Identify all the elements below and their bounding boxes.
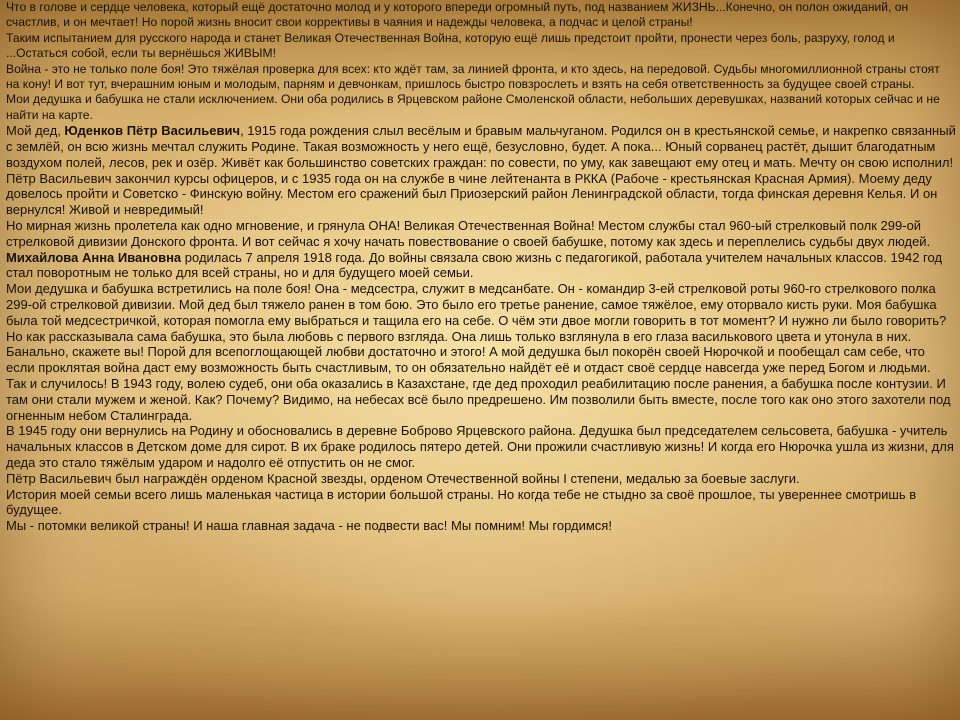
- paragraph-grandfather: [6, 123, 956, 218]
- paragraph-marriage: Так и случилось! В 1943 году, волею судеб, они оба оказались в Казахстане, где дед проходил реабилитацию после ранения, а бабушка после контузии. И там они стали мужем и женой. Как? Почему? Видимо, на небесах всё было предрешено. Им позволили быть вместе, после того как оно этого захотели под огненным небом Сталинграда.: [6, 376, 951, 423]
- paragraph-awards: Пётр Васильевич был награждён орденом Красной звезды, орденом Отечественной войны I степени, медалью за боевые заслуги.: [6, 470, 800, 486]
- paragraph-war-test: Война - это не только поле боя! Это тяжёлая проверка для всех: кто ждёт там, за линией фронта, и кто здесь, на передовой. Судьбы многомиллионной страны стоят на кону! И вот тут, вчерашним юным и молодым, парням и девчонкам, пришлось быстро повзрослеть и взять на себя ответственность за будущее своей страны.: [6, 61, 940, 92]
- paragraph-after-war: В 1945 году они вернулись на Родину и обосновались в деревне Боброво Ярцевского района. Дедушка был председателем сельсовета, бабушка - учитель начальных классов в Детском доме для сирот. В их браке родилось пятеро детей. Они прожили счастливую жизнь! И когда его Нюрочка ушла из жизни, для деда это стало тяжёлым ударом и надолго её отпустить он не смог.: [6, 423, 954, 470]
- grandmother-text: родилась 7 апреля 1918 года. До войны связала свою жизнь с педагогикой, работала учителем начальных классов. 1942 год стал поворотным не только для всей страны, но и для будущего моей семьи.: [6, 249, 943, 281]
- paragraph-war-trial: Таким испытанием для русского народа и станет Великая Отечественная Война, которую ещё лишь предстоит пройти, пронести через боль, разруху, голод и ...Остаться собой, если ты вернёшься ЖИВЫМ!: [6, 30, 895, 61]
- paragraph-grandparents-origin: Мои дедушка и бабушка не стали исключением. Они оба родились в Ярцевском районе Смоленской области, небольших деревушках, названий которых сейчас и не найти на карте.: [6, 92, 940, 122]
- paragraph-meeting: Мои дедушка и бабушка встретились на поле боя! Она - медсестра, служит в медсанбате. Он - командир 3-ей стрелковой роты 960-го стрелкового полка 299-ой стрелковой дивизии. Мой дед был тяжело ранен в том бою. Это было его третье ранение, самое тяжёлое, ему оторвало кисть руки. Моя бабушка была той медсестричкой, которая помогла ему выбраться и тащила его на себе. О чём эти двое могли говорить в тот момент? И нужно ли было говорить? Но как рассказывала сама бабушка, это была любовь с первого взгляда. Она лишь только взглянула в его глаза василькового цвета и утонула в них. Банально, скажете вы! Порой для всепоглощающей любви достаточно и этого! А мой дедушка был покорён своей Нюрочкой и пообещал сам себе, что если проклятая война даст ему возможность быть счастливым, то он обязательно найдёт её и отдаст своё сердце навсегда уже перед Богом и людьми.: [6, 281, 947, 376]
- paragraph-grandmother: [6, 250, 956, 282]
- paragraph-closing: Мы - потомки великой страны! И наша главная задача - не подвести вас! Мы помним! Мы гордимся!: [6, 518, 612, 534]
- grandfather-text: , 1915 года рождения слыл весёлым и бравым мальчуганом. Родился он в крестьянской семье, и накрепко связанный с землёй, он всю жизнь мечтал служить Родине. Такая возможность у него ещё, безусловно, будет. А пока... Юный сорванец растёт, дышит благодатным воздухом полей, лесов, рек и озёр. Живёт как большинство советских граждан: по совести, по уму, как завещают ему отец и мать. Мечту он свою исполнил! Пётр Васильевич закончил курсы офицеров, и с 1935 года он на службе в чине лейтенанта в РККА (Рабоче - крестьянская Красная Армия). Моему деду довелось пройти и Советско - Финскую войну. Местом его сражений был Приозерский район Ленинградской области, тогда финская деревня Келья. И он вернулся! Живой и невредимый!: [6, 123, 956, 218]
- paragraph-great-war: Но мирная жизнь пролетела как одно мгновение, и грянула ОНА! Великая Отечественная Война! Местом службы стал 960-ый стрелковый полк 299-ой стрелковой дивизии Донского фронта. И вот сейчас я хочу начать повествование о своей бабушке, потому как здесь и переплелись судьбы двух людей.: [6, 218, 931, 249]
- story-text: [6, 0, 956, 534]
- grandfather-name: Юденков Пётр Васильевич: [64, 123, 241, 139]
- grandmother-name: Михайлова Анна Ивановна: [6, 249, 182, 265]
- grandfather-prefix: Мой дед,: [6, 123, 65, 139]
- paragraph-intro: Что в голове и сердце человека, который ещё достаточно молод и у которого впереди огромный путь, под названием ЖИЗНЬ...Конечно, он полон ожиданий, он счастлив, и он мечтает! Но порой жизнь вносит свои коррективы в чаяния и надежды человека, а подчас и целой страны!: [6, 0, 909, 30]
- paragraph-family-history: История моей семьи всего лишь маленькая частица в истории большой страны. Но когда тебе не стыдно за своё прошлое, ты увереннее смотришь в будущее.: [6, 486, 917, 518]
